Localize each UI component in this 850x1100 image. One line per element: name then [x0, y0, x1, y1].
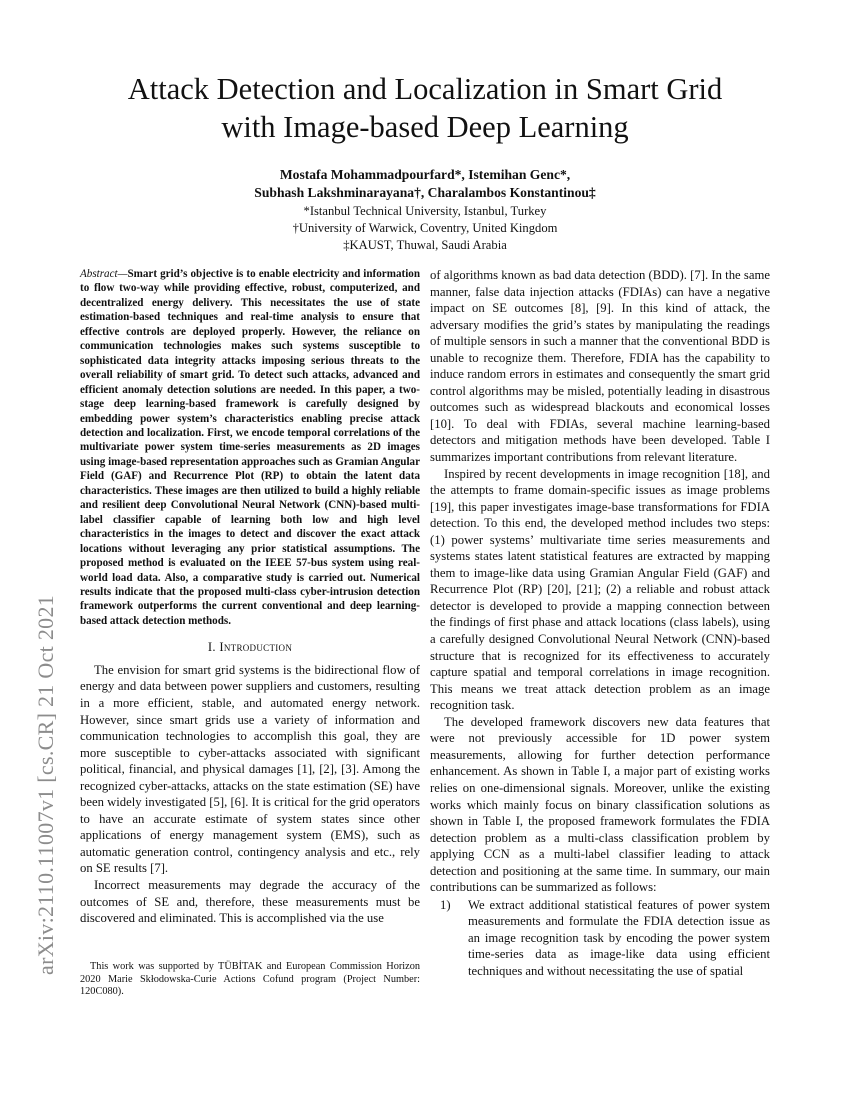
arxiv-stamp: arXiv:2110.11007v1 [cs.CR] 21 Oct 2021 — [33, 594, 58, 975]
paper-title — [60, 70, 790, 146]
contribution-item-1 — [430, 897, 770, 980]
abstract: Abstract—Smart grid’s objective is to enable electricity and information to flow two-way while providing effective, robust, computerized, and decentralized energy delivery. This necessitates the use of state estimation-based techniques and real-time analysis to ensure that effective controls are deployed properly. However, the reliance on communication technologies makes such systems susceptible to sophisticated data integrity attacks imposing serious threats to the overall reliability of smart grid. To detect such attacks, advanced and efficient anomaly detection solutions are needed. In this paper, a two-stage deep learning-based framework is carefully designed by embedding power system’s characteristics enabling precise attack detection and localization. First, we encode temporal correlations of the multivariate power system time-series measurements as 2D images using image-based representation approaches such as Gramian Angular Field (GAF) and Recurrence Plot (RP) to obtain the latent data characteristics. These images are then utilized to build a highly reliable and resilient deep Convolutional Neural Network (CNN)-based multi-label classifier capable of learning both low and high level characteristics in the images to detect and discover the exact attack locations without leveraging any prior statistical assumptions. The proposed method is evaluated on the IEEE 57-bus system using real-world load data. Also, a comparative study is carried out. Numerical results indicate that the proposed multi-class cyber-intrusion detection framework outperforms the current conventional and deep learning-based attack detection methods. — [80, 268, 420, 627]
intro-paragraph-2: Incorrect measurements may degrade the accuracy of the outcomes of SE and, therefore, these measurements must be discovered and eliminated. This is accomplished via the use — [80, 877, 420, 926]
affiliation-3: ‡KAUST, Thuwal, Saudi Arabia — [343, 238, 507, 252]
contribution-text: We extract additional statistical features of power system measurements and formulate the FDIA detection issue as an image recognition task by encoding the power system time-series data as image-like data using efficient techniques and without necessitating the use of spatial — [468, 897, 770, 978]
footnote-text: This work was supported by TÜBİTAK and European Commission Horizon 2020 Marie Skłodowska-Curie Actions Cofund program (Project Number: 120C080). — [80, 961, 420, 998]
contribution-number: 1) — [440, 897, 451, 912]
abstract-label: Abstract — [80, 268, 118, 280]
author-list — [60, 166, 790, 202]
affiliation-1: *Istanbul Technical University, Istanbul, Turkey — [303, 204, 547, 218]
affiliation-2: †University of Warwick, Coventry, United Kingdom — [292, 221, 558, 235]
intro-paragraph-2-continued: of algorithms known as bad data detection (BDD). [7]. In the same manner, false data injection attacks (FDIAs) can have a negative impact on SE outcomes [8], [9]. In this kind of attack, the adversary modifies the grid’s states by manipulating the readings of multiple sensors in such a manner that the conventional BDD is unable to recognize them. Therefore, FDIA has the capability to induce random errors in estimates and consequently the smart grid control algorithms may be misled, potentially leading in disastrous outcomes such as widespread blackouts and economical losses [10]. To deal with FDIAs, several machine learning-based detectors and mitigation methods have been developed. Table I summarizes important contributions from relevant literature. — [430, 268, 770, 465]
abstract-text: Smart grid’s objective is to enable electricity and information to flow two-way while providing effective, robust, computerized, and decentralized energy delivery. This necessitates the use of state estimation-based techniques and real-time analysis to ensure that effective controls are deployed properly. However, the reliance on communication technologies makes such systems susceptible to sophisticated data integrity attacks imposing serious threats to the overall reliability of smart grid. To detect such attacks, advanced and efficient anomaly detection solutions are needed. In this paper, a two-stage deep learning-based framework is carefully designed by embedding power system’s characteristics enabling precise attack detection and localization. First, we encode temporal correlations of the multivariate power system time-series measurements as 2D images using image-based representation approaches such as Gramian Angular Field (GAF) and Recurrence Plot (RP) to obtain the latent data characteristics. These images are then utilized to build a highly reliable and resilient deep Convolutional Neural Network (CNN)-based multi-label classifier capable of learning both low and high level characteristics in the images to detect and discover the exact attack locations without leveraging any prior statistical assumptions. The proposed method is evaluated on the IEEE 57-bus system using real-world load data. Also, a comparative study is carried out. Numerical results indicate that the proposed multi-class cyber-intrusion detection framework outperforms the current conventional and deep learning-based attack detection methods. — [80, 268, 420, 627]
footnote — [80, 961, 420, 999]
title-line-2: with Image-based Deep Learning — [221, 110, 629, 144]
authors-line-1: Mostafa Mohammadpourfard*, Istemihan Genc*, — [279, 167, 571, 182]
intro-paragraph-3: Inspired by recent developments in image recognition [18], and the attempts to frame domain-specific issues as image problems [19], this paper investigates image-base transformations for FDIA detection. To this end, the developed method includes two steps: (1) power systems’ multivariate time series measurements and systems states latent statistical features are extracted by mapping them to image-like data using Gramian Angular Field (GAF) and Recurrence Plot (RP) [20], [21]; (2) a reliable and robust attack detector is developed to provide a mapping connection between the findings of first phase and attack locations (class labels), using a carefully designed Convolutional Neural Network (CNN)-based structure that is recognized for its effectiveness to accurately capture spatial and temporal correlations in image recognition. This means we treat attack detection problem as an image recognition task. — [430, 466, 770, 713]
intro-paragraph-1: The envision for smart grid systems is the bidirectional flow of energy and data between power suppliers and customers, resulting in a more efficient, stable, and automated energy network. However, since smart grids use a variety of information and communication technologies to accomplish this goal, they are more susceptible to cyber-attacks associated with significant political, financial, and physical damages [1], [2], [3]. Among the recognized cyber-attacks, attacks on the state estimation (SE) have been widely investigated [5], [6]. It is critical for the grid operators to have an accurate estimate of system states since other applications of energy management system (EMS), such as automatic generation control, contingency analysis and etc., rely on SE results [7]. — [80, 662, 420, 876]
right-column — [430, 267, 770, 980]
intro-paragraph-4: The developed framework discovers new data features that were not previously accessible for 1D power system measurements, allowing for further detection performance enhancement. As shown in Table I, a major part of existing works relies on one-dimensional signals. Moreover, unlike the existing works which mainly focus on binary classification solutions as shown in Table I, the proposed framework formulates the FDIA detection problem as a multi-class classification problem by applying CCN as a multi-label classifier leading to attack detection and positioning at the same time. In summary, our main contributions can be summarized as follows: — [430, 714, 770, 895]
section-heading-introduction — [80, 639, 420, 656]
authors-line-2: Subhash Lakshminarayana†, Charalambos Konstantinou‡ — [254, 185, 596, 200]
section-title: Introduction — [219, 640, 293, 655]
affiliations — [60, 203, 790, 254]
title-line-1: Attack Detection and Localization in Smart Grid — [127, 72, 723, 106]
left-column — [80, 267, 420, 927]
section-numeral: I. — [207, 640, 216, 655]
